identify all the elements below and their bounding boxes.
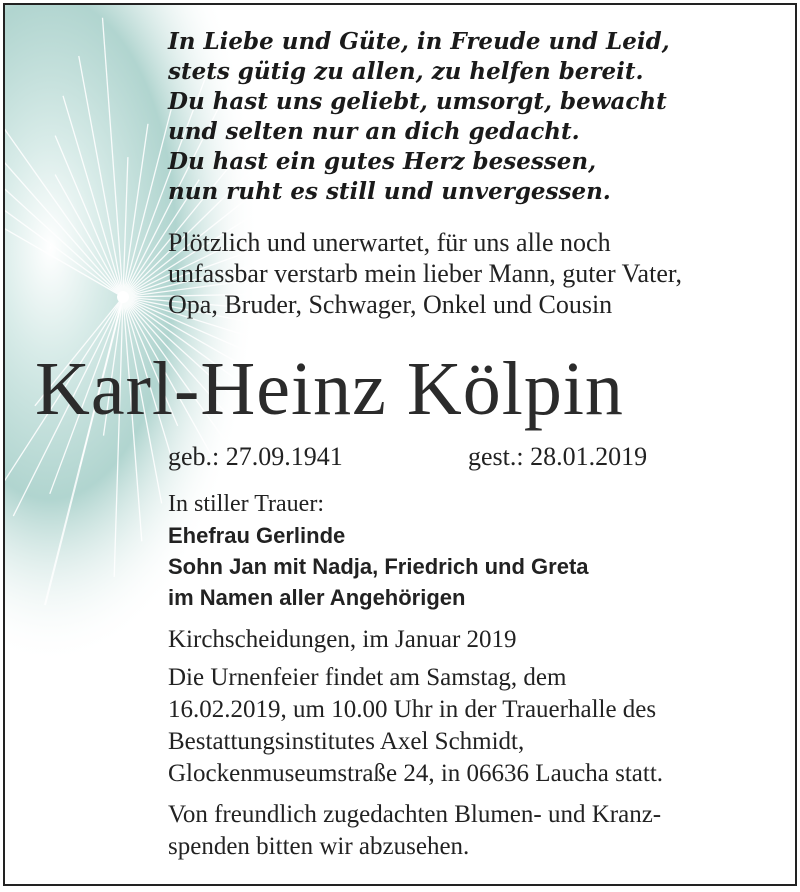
poem-line: und selten nur an dich gedacht. — [168, 118, 580, 145]
poem-line: In Liebe und Güte, in Freude und Leid, — [168, 28, 670, 55]
poem-line: nun ruht es still und unvergessen. — [168, 178, 611, 205]
obituary-card — [3, 3, 797, 886]
flower-line: spenden bitten wir abzusehen. — [168, 833, 470, 860]
flower-line: Von freundlich zugedachten Blumen- und Kranz- — [168, 801, 662, 828]
place-and-date: Kirchscheidungen, im Januar 2019 — [168, 626, 517, 653]
mourners-heading: In stiller Trauer: — [168, 491, 324, 517]
service-line: 16.02.2019, um 10.00 Uhr in der Trauerhalle des — [168, 696, 657, 723]
announcement-line: unfassbar verstarb mein lieber Mann, guter Vater, — [168, 259, 682, 288]
funeral-service-info — [168, 662, 663, 790]
poem-line: Du hast uns geliebt, umsorgt, bewacht — [168, 88, 667, 115]
mourner-line: Sohn Jan mit Nadja, Friedrich und Greta — [168, 554, 589, 579]
death-announcement — [168, 227, 682, 320]
deceased-name: Karl-Heinz Kölpin — [35, 347, 624, 431]
poem-line: stets gütig zu allen, zu helfen bereit. — [168, 58, 644, 85]
mourner-line: im Namen aller Angehörigen — [168, 585, 466, 610]
death-date: gest.: 28.01.2019 — [468, 442, 648, 471]
poem-line: Du hast ein gutes Herz besessen, — [168, 148, 597, 175]
memorial-poem — [168, 27, 670, 207]
announcement-line: Plötzlich und unerwartet, für uns alle noch — [168, 228, 611, 257]
flower-request — [168, 799, 661, 863]
announcement-line: Opa, Bruder, Schwager, Onkel und Cousin — [168, 290, 613, 319]
birth-date: geb.: 27.09.1941 — [168, 442, 343, 471]
mourners-block — [168, 489, 589, 613]
service-line: Die Urnenfeier findet am Samstag, dem — [168, 664, 567, 691]
mourner-line: Ehefrau Gerlinde — [168, 523, 346, 548]
service-line: Bestattungsinstitutes Axel Schmidt, — [168, 728, 525, 755]
service-line: Glockenmuseumstraße 24, in 06636 Laucha statt. — [168, 760, 664, 787]
